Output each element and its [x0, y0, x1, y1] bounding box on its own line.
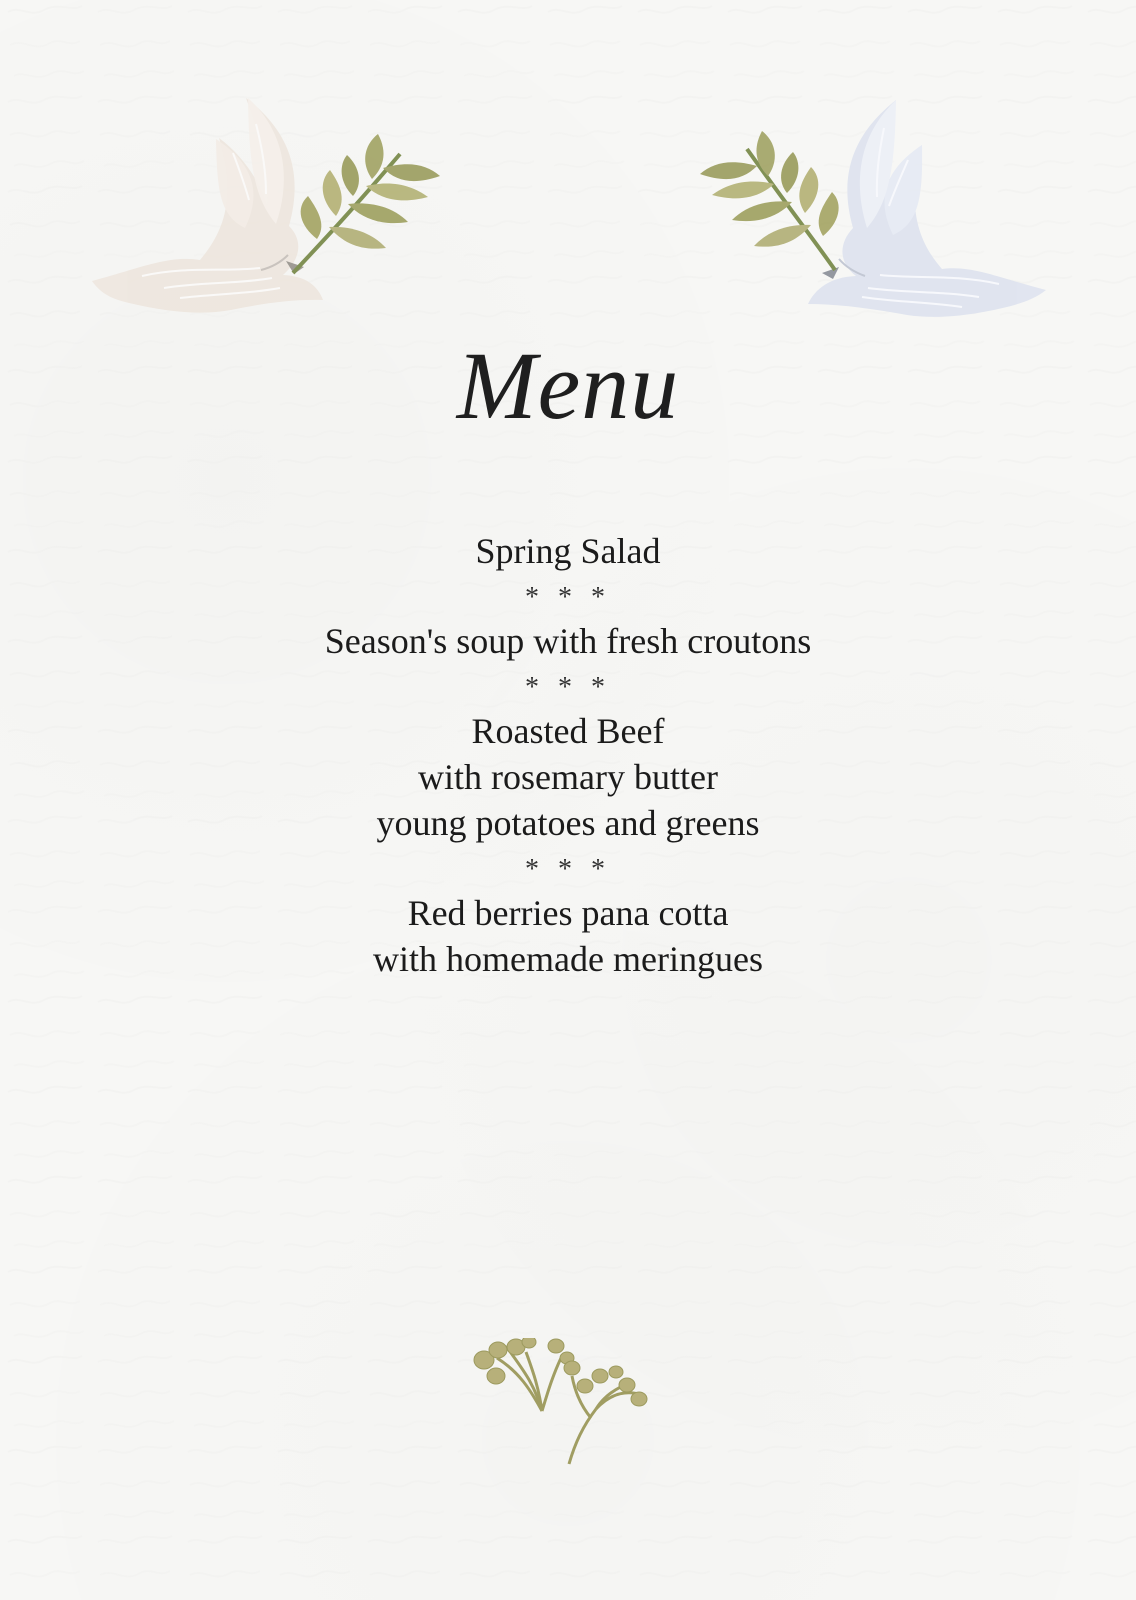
menu-separator: * * * — [525, 582, 611, 613]
dove-with-olive-branch-icon — [690, 86, 1070, 320]
menu-list — [0, 528, 1136, 982]
menu-separator: * * * — [525, 854, 611, 885]
menu-item-spring-salad: Spring Salad — [475, 531, 661, 571]
menu-item-pana-cotta: Red berries pana cotta — [407, 893, 729, 933]
menu-item-soup: Season's soup with fresh croutons — [324, 621, 812, 661]
berry-sprig-icon — [468, 1338, 658, 1478]
menu-item-potatoes-greens: young potatoes and greens — [376, 803, 760, 843]
menu-item-rosemary-butter: with rosemary butter — [418, 757, 718, 797]
dove-with-olive-branch-icon — [68, 90, 458, 320]
menu-item-meringues: with homemade meringues — [373, 939, 763, 979]
page-title: Menu — [456, 332, 680, 439]
menu-item-roasted-beef: Roasted Beef — [471, 711, 665, 751]
menu-separator: * * * — [525, 672, 611, 703]
